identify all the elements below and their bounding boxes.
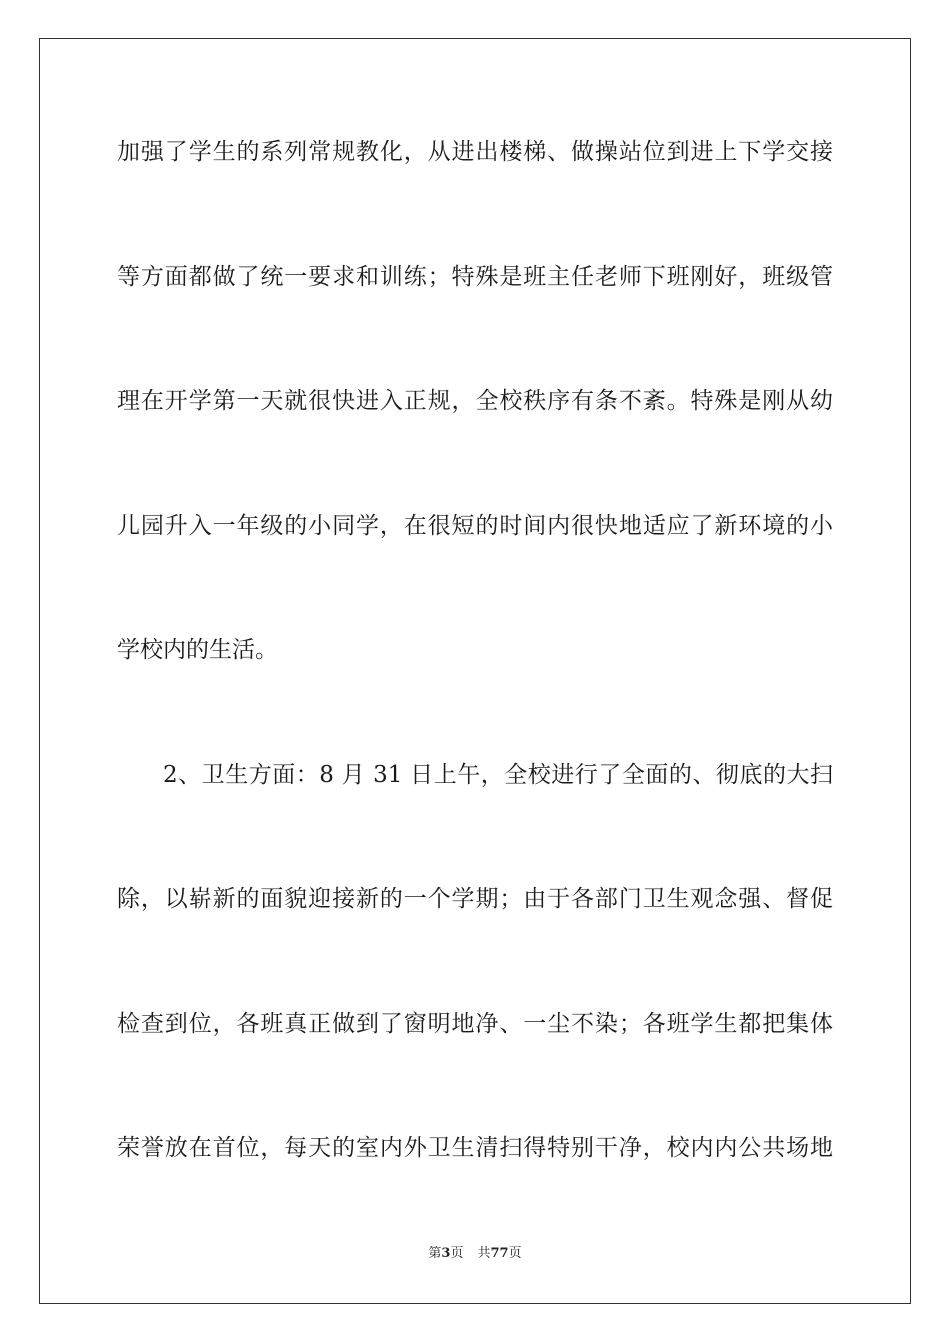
- text-line-5: 学校内的生活。: [117, 637, 278, 663]
- footer-page-number: 3: [441, 1246, 451, 1261]
- page-border: [39, 38, 911, 1304]
- text-line-4: 儿园升入一年级的小同学，在很短的时间内很快地适应了新环境的小: [117, 513, 833, 539]
- text-line-6: 2、卫生方面：8 月 31 日上午，全校进行了全面的、彻底的大扫: [163, 762, 833, 788]
- text-line-3: 理在开学第一天就很快进入正规，全校秩序有条不紊。特殊是刚从幼: [117, 388, 833, 414]
- text-line-8: 检查到位，各班真正做到了窗明地净、一尘不染；各班学生都把集体: [117, 1011, 833, 1037]
- text-line-1: 加强了学生的系列常规教化，从进出楼梯、做操站位到进上下学交接: [117, 139, 833, 165]
- footer-total-number: 77: [490, 1246, 509, 1261]
- page-footer: [0, 1246, 950, 1262]
- text-line-2: 等方面都做了统一要求和训练；特殊是班主任老师下班刚好，班级管: [117, 264, 833, 290]
- text-line-9: 荣誉放在首位，每天的室内外卫生清扫得特别干净，校内内公共场地: [117, 1135, 833, 1161]
- text-line-7: 除，以崭新的面貌迎接新的一个学期；由于各部门卫生观念强、督促: [117, 886, 833, 912]
- footer-total-suffix: 页: [508, 1246, 522, 1261]
- footer-page-prefix: 第: [428, 1246, 442, 1261]
- footer-total-prefix: 共: [477, 1246, 491, 1261]
- footer-page-suffix: 页: [450, 1246, 464, 1261]
